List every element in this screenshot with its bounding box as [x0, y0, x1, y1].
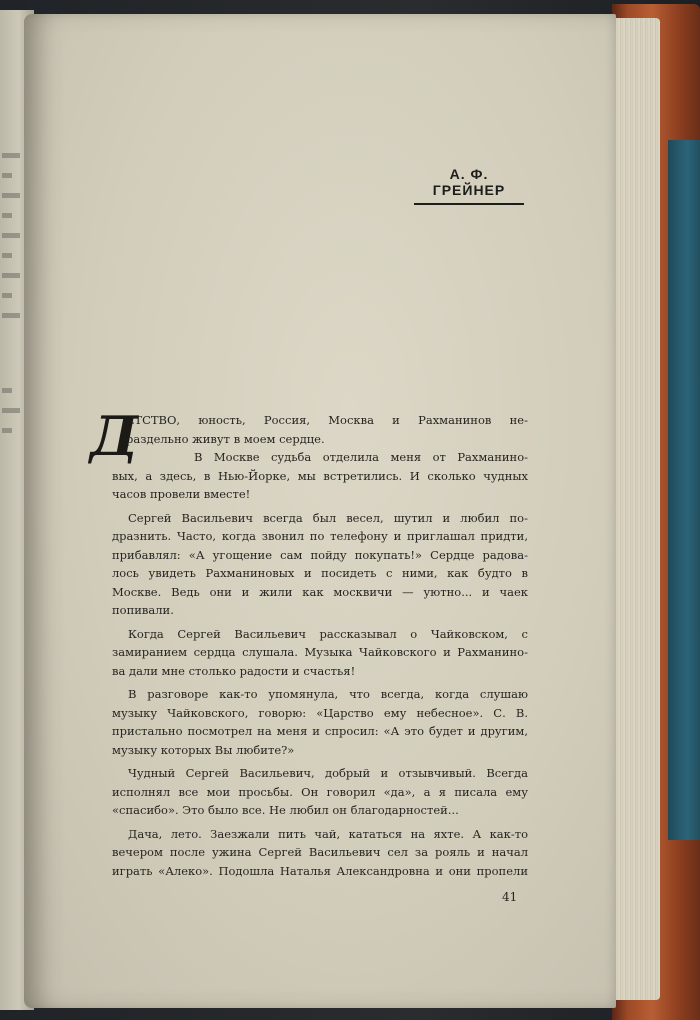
- text-line: играть «Алеко». Подошла Наталья Александровна и они пропели: [112, 863, 528, 878]
- text-line: часов провели вместе!: [112, 487, 251, 501]
- text-line: Москве. Ведь они и жили как москвичи — уютно... и чаек: [112, 584, 528, 599]
- text-line: исполнял все мои просьбы. Он говорил «да», а я писала ему: [112, 784, 528, 799]
- text-line: музыку Чайковского, говорю: «Царство ему небесное». С. В.: [112, 705, 528, 720]
- text-line: лось увидеть Рахманиновых и посидеть с ними, как будто в: [112, 566, 528, 580]
- text-line: раздельно живут в моем сердце.: [126, 431, 325, 446]
- paragraph: [112, 764, 528, 820]
- text-line: В Москве судьба отделила меня от Рахманино-: [194, 450, 528, 464]
- text-line: ва дали мне столько радости и счастья!: [112, 663, 356, 678]
- paragraph: [112, 685, 528, 759]
- text-line: музыку которых Вы любите?»: [112, 742, 295, 757]
- text-line: Чудный Сергей Васильевич, добрый и отзывчивый. Всегда: [128, 766, 528, 780]
- text-line: замиранием сердца слушала. Музыка Чайковского и Рахманино-: [112, 645, 528, 659]
- text-line: прибавлял: «А угощение сам пойду покупать!» Сердце радова-: [112, 547, 528, 562]
- text-line: дразнить. Часто, когда звонил по телефону и приглашал придти,: [112, 529, 528, 543]
- book-cover-inner: [668, 140, 700, 840]
- paragraph: [90, 404, 528, 504]
- text-line: Когда Сергей Васильевич рассказывал о Чайковском, с: [128, 626, 528, 641]
- text-line: Дача, лето. Заезжали пить чай, кататься на яхте. А как-то: [128, 826, 528, 841]
- text-line: вых, а здесь, в Нью-Йорке, мы встретились. И сколько чудных: [112, 468, 528, 483]
- left-page-text-fragment: [2, 138, 24, 448]
- drop-cap: Д: [90, 404, 139, 468]
- page-number: 41: [502, 890, 518, 904]
- book-page: [24, 14, 616, 1008]
- paragraph-list: [112, 504, 528, 881]
- text-line: вечером после ужина Сергей Васильевич сел за рояль и начал: [112, 845, 528, 859]
- page-body-text: [90, 404, 528, 880]
- text-line: ЕТСТВО, юность, Россия, Москва и Рахманинов не-: [126, 413, 528, 427]
- text-line: Сергей Васильевич всегда был весел, шутил и любил по-: [128, 510, 528, 525]
- text-line: «спасибо». Это было все. Не любил он благодарностей...: [112, 803, 459, 817]
- text-line: пристально посмотрел на меня и спросил: «А это будет и другим,: [112, 724, 528, 738]
- paragraph: [112, 509, 528, 620]
- text-line: В разговоре как-то упомянула, что всегда, когда слушаю: [128, 687, 528, 701]
- text-line: попивали.: [112, 603, 174, 617]
- paragraph: [112, 625, 528, 681]
- chapter-heading: А. Ф. ГРЕЙНЕР: [414, 166, 524, 205]
- paragraph: [112, 825, 528, 881]
